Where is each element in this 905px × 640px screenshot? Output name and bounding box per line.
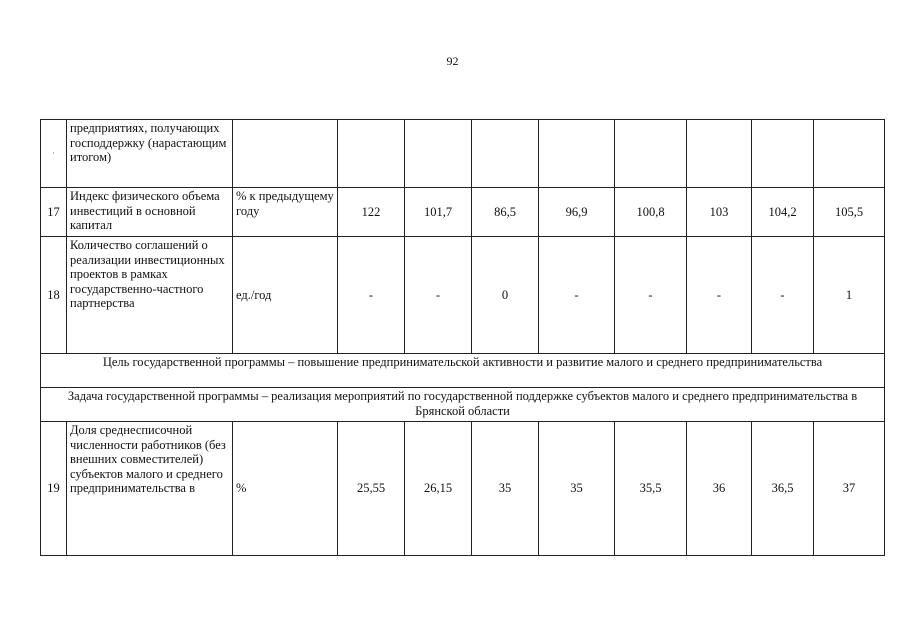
value-cell: - [338, 237, 405, 354]
value-cell: - [615, 237, 687, 354]
value-cell: 122 [338, 188, 405, 237]
value-cell: - [752, 237, 814, 354]
table-row [41, 237, 885, 354]
value-cell [752, 120, 814, 188]
value-cell: 36,5 [752, 422, 814, 556]
value-cell: - [687, 237, 752, 354]
value-cell: 25,55 [338, 422, 405, 556]
unit-cell: % [233, 422, 338, 556]
value-cell: 0 [472, 237, 539, 354]
unit-cell: ед./год [233, 237, 338, 354]
row-number-cell: 17 [41, 188, 67, 237]
table-row [41, 188, 885, 237]
indicator-cell: Индекс физического объема инвестиций в основной капитал [67, 188, 233, 237]
program-goal: Цель государственной программы – повышение предпринимательской активности и развитие малого и среднего предпринимательства [41, 354, 885, 388]
goal-row [41, 354, 885, 388]
value-cell: 105,5 [814, 188, 885, 237]
row-number-cell: · [41, 120, 67, 188]
value-cell [615, 120, 687, 188]
table-row [41, 120, 885, 188]
value-cell [472, 120, 539, 188]
page-number: 92 [446, 54, 459, 68]
value-cell: 37 [814, 422, 885, 556]
value-cell: 101,7 [405, 188, 472, 237]
value-cell: 103 [687, 188, 752, 237]
value-cell: - [405, 237, 472, 354]
table-row [41, 422, 885, 556]
value-cell [405, 120, 472, 188]
indicators-table [40, 119, 885, 556]
value-cell: 100,8 [615, 188, 687, 237]
value-cell: 1 [814, 237, 885, 354]
value-cell: 86,5 [472, 188, 539, 237]
value-cell [814, 120, 885, 188]
unit-cell [233, 120, 338, 188]
value-cell: 104,2 [752, 188, 814, 237]
row-number-cell: 18 [41, 237, 67, 354]
value-cell: 26,15 [405, 422, 472, 556]
value-cell: 35 [539, 422, 615, 556]
unit-cell: % к предыдущему году [233, 188, 338, 237]
program-task: Задача государственной программы – реализация мероприятий по государственной поддержке субъектов малого и среднего предпринимательства в Брянской области [41, 388, 885, 422]
row-number-cell: 19 [41, 422, 67, 556]
indicator-cell: Доля среднесписочной численности работников (без внешних совместителей) субъектов малого и среднего предпринимательства в [67, 422, 233, 556]
value-cell: 35,5 [615, 422, 687, 556]
value-cell [539, 120, 615, 188]
indicator-cell: Количество соглашений о реализации инвестиционных проектов в рамках государственно-частного партнерства [67, 237, 233, 354]
value-cell [338, 120, 405, 188]
value-cell: 35 [472, 422, 539, 556]
value-cell: - [539, 237, 615, 354]
value-cell: 96,9 [539, 188, 615, 237]
value-cell: 36 [687, 422, 752, 556]
value-cell [687, 120, 752, 188]
indicator-cell: предприятиях, получающих господдержку (нарастающим итогом) [67, 120, 233, 188]
task-row [41, 388, 885, 422]
